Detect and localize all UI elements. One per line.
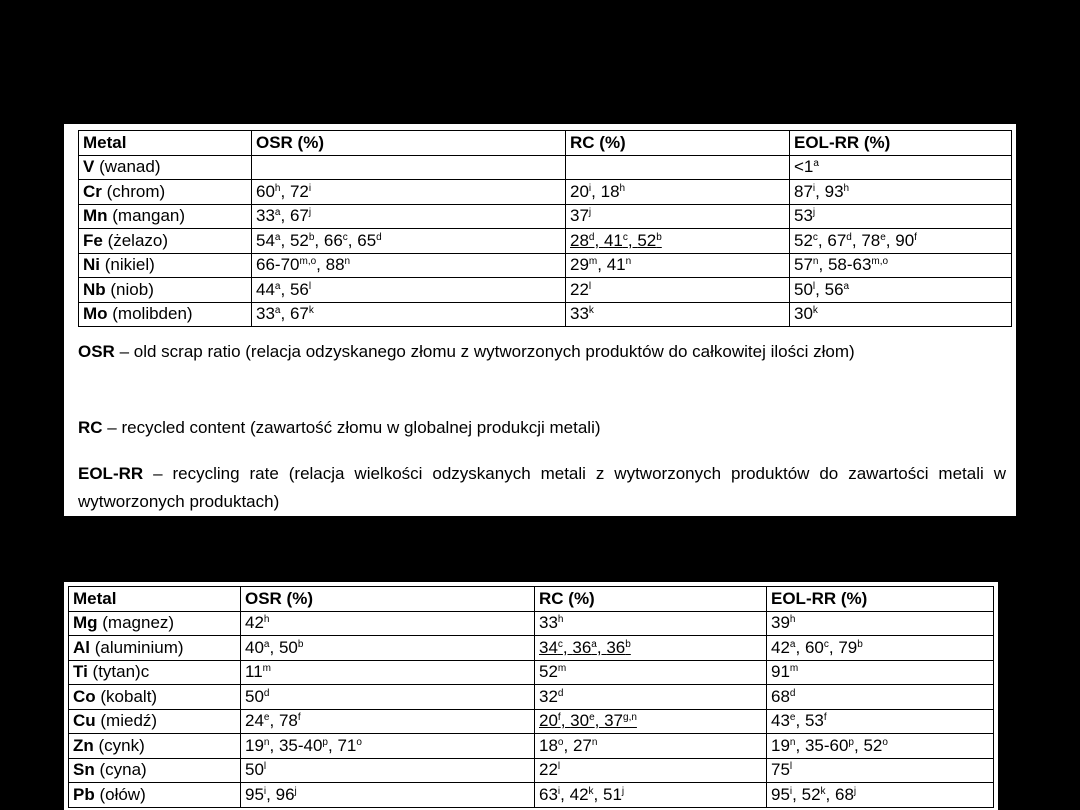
cell-value: 65 [357,230,377,250]
reference-superscript: p [848,736,854,748]
cell-value: 67 [289,206,309,226]
reference-superscript: h [619,182,626,194]
cell-value: 60 [804,637,824,657]
table-row [69,783,994,808]
metal-symbol: Sn [73,760,95,780]
cell-value: 88 [325,255,345,275]
cell-rc [535,660,767,685]
reference-superscript: e [789,712,796,724]
legend-eol-rr [78,460,1006,516]
cell-osr: 33$^a$, 67$^j$ [252,204,566,229]
cell-value: 11 [245,662,263,682]
cell-rc: 20$^i$, 18$^h$ [566,180,790,205]
cell-value: 50 [245,760,264,780]
table-row [79,204,1012,229]
header-osr: OSR (%) [252,131,566,156]
cell-value: 37 [570,206,589,226]
table-row [79,180,1012,205]
reference-superscript: l [789,761,793,773]
reference-superscript: o [882,736,888,748]
reference-superscript: h [789,614,796,626]
cell-value: 44 [256,279,275,299]
reference-superscript: m [588,256,598,268]
reference-superscript: h [274,182,281,194]
cell-value: 32 [539,686,558,706]
cell-value: 33 [256,304,275,324]
upper-table-panel [64,124,1016,516]
cell-eol-rr [790,155,1012,180]
reference-superscript: j [308,207,312,219]
cell-eol-rr [790,204,1012,229]
reference-superscript: k [820,785,826,797]
legend-osr [78,338,1006,366]
cell-value: 28 [570,230,589,250]
cell-value: 43 [771,711,790,731]
cell-value: 58-63 [827,255,872,275]
legend-term: EOL-RR [78,464,144,483]
reference-superscript: b [625,638,631,650]
cell-rc [566,204,790,229]
reference-superscript: j [621,785,625,797]
cell-value: 52 [539,662,558,682]
cell-metal [69,783,241,808]
reference-superscript: j [812,207,816,219]
reference-superscript: k [812,305,818,317]
cell-value: 63 [539,784,558,804]
cell-value: 35-60 [804,735,849,755]
reference-superscript: a [789,638,796,650]
cell-eol-rr: 52$^c$, 67$^d$, 78e, 90$^f$ [790,229,1012,254]
metal-symbol: Al [73,637,90,657]
reference-superscript: c [557,638,563,650]
cell-value: 20 [539,711,558,731]
table-row [69,636,994,661]
cell-value: 36 [572,637,592,657]
cell-rc [535,709,767,734]
reference-superscript: d [263,687,270,699]
reference-superscript: l [557,761,561,773]
legend-dash: – [102,418,122,437]
cell-osr: 40$^a$, 50$^b$ [241,636,535,661]
legend-text: recycling rate (relacja wielkości odzyskanych metali z wytworzonych produktów do zawartości metali w wytworzonych produktach) [78,464,1006,511]
metal-name: (mangan) [107,206,186,226]
cell-osr: 60$^h$, 72$^i$ [252,180,566,205]
cell-value: 20 [570,181,589,201]
cell-value: 18 [539,735,558,755]
legend-text: old scrap ratio (relacja odzyskanego złomu z wytworzonych produktów do całkowitej ilości złom) [133,342,855,361]
metal-symbol: Zn [73,735,94,755]
metal-symbol: Pb [73,784,95,804]
reference-superscript: d [789,687,796,699]
table-header-row [69,587,994,612]
cell-eol-rr: 19$^n$, 35-60$^p$, 52$^o$ [767,734,994,759]
reference-superscript: l [588,280,592,292]
reference-superscript: e [589,712,595,724]
legend-dash: – [114,342,134,361]
cell-value: 66 [323,230,343,250]
cell-eol-rr [767,685,994,710]
reference-superscript: m,o [871,256,889,268]
table-row [79,278,1012,303]
cell-osr [241,685,535,710]
cell-value: 19 [771,735,790,755]
cell-eol-rr [767,611,994,636]
reference-superscript: n [625,256,632,268]
cell-value: 41 [606,255,626,275]
table-row [69,709,994,734]
table-body [69,611,994,807]
reference-superscript: j [294,785,297,797]
reference-superscript: h [843,182,850,194]
cell-metal [69,685,241,710]
underlined-values: 34$^c$, 36$^a$, 36$^b$ [539,637,631,657]
cell-rc [535,758,767,783]
cell-rc [566,155,790,180]
cell-value: 42 [245,613,264,633]
reference-superscript: c [812,231,818,243]
metal-name: (wanad) [94,157,161,177]
cell-value: <1 [794,157,814,177]
cell-metal [69,611,241,636]
header-rc: RC (%) [566,131,790,156]
metal-symbol: Fe [83,230,103,250]
reference-superscript: d [376,231,382,243]
cell-rc [535,685,767,710]
metal-name: (chrom) [101,181,166,201]
reference-superscript: i [789,785,793,797]
header-metal: Metal [79,131,252,156]
reference-superscript: a [591,638,597,650]
reference-superscript: c [342,231,348,243]
cell-value: 33 [256,206,275,226]
cell-value: 40 [245,637,264,657]
cell-eol-rr: 57$^n$, 58-63$^{m,o}$ [790,253,1012,278]
reference-superscript: j [853,785,857,797]
table-row [69,734,994,759]
legend-text: recycled content (zawartość złomu w globalnej produkcji metali) [121,418,601,437]
metal-name: (cynk) [93,735,145,755]
cell-eol-rr: 95$^i$, 52$^k$, 68$^j$ [767,783,994,808]
cell-value: 35-40 [278,735,323,755]
header-rc: RC (%) [535,587,767,612]
reference-superscript: a [274,280,281,292]
cell-value: 42 [771,637,790,657]
metal-symbol: Ni [83,255,100,275]
reference-superscript: i [263,785,267,797]
metal-name: (tytan)c [87,662,150,682]
reference-superscript: h [263,614,270,626]
cell-value: 27 [572,735,592,755]
reference-superscript: b [308,231,315,243]
header-eol-rr: EOL-RR (%) [790,131,1012,156]
cell-metal [69,734,241,759]
reference-superscript: b [297,638,304,650]
header-osr: OSR (%) [241,587,535,612]
legend-term: OSR [78,342,115,361]
reference-superscript: d [588,231,595,243]
reference-superscript: a [843,280,850,292]
cell-value: 54 [256,230,275,250]
cell-value: 36 [606,637,626,657]
table-body [79,155,1012,327]
cell-value: 22 [539,760,558,780]
cell-rc: 18$^o$, 27$^n$ [535,734,767,759]
cell-value: 75 [771,760,790,780]
reference-superscript: k [588,785,594,797]
cell-metal [79,253,252,278]
reference-superscript: g,n [623,712,637,724]
metal-name: (nikiel) [100,255,155,275]
cell-value: 51 [602,784,622,804]
cell-metal [79,278,252,303]
cell-osr: 66-70$^{m,o}$, 88$^n$ [252,253,566,278]
cell-value: 66-70 [256,255,300,275]
cell-eol-rr: 42$^a$, 60$^c$, 79$^b$ [767,636,994,661]
reference-superscript: b [656,231,662,243]
cell-value: 30 [570,711,590,731]
cell-osr: 24e, 78$^f$ [241,709,535,734]
cell-value: 52 [794,230,813,250]
cell-value: 30 [794,304,813,324]
metal-symbol: Co [73,686,96,706]
cell-metal [69,636,241,661]
cell-rc [535,636,767,661]
header-metal: Metal [69,587,241,612]
cell-value: 96 [275,784,295,804]
reference-superscript: m [262,663,271,675]
cell-value: 71 [337,735,357,755]
reference-superscript: n [789,736,796,748]
metal-name: (aluminium) [90,637,184,657]
cell-rc [566,302,790,327]
cell-eol-rr: 43e, 53$^f$ [767,709,994,734]
metal-symbol: V [83,157,95,177]
reference-superscript: m,o [299,256,317,268]
reference-superscript: b [857,638,863,650]
reference-superscript: n [344,256,351,268]
reference-superscript: k [588,305,594,317]
cell-metal [69,660,241,685]
metal-symbol: Cu [73,711,96,731]
legend-term: RC [78,418,103,437]
reference-superscript: d [557,687,564,699]
table-row [69,685,994,710]
cell-value: 42 [569,784,589,804]
reference-superscript: e [263,712,270,724]
cell-value: 56 [289,279,309,299]
reference-superscript: i [812,182,816,194]
metal-symbol: Nb [83,279,106,299]
reference-superscript: f [914,231,917,243]
reference-superscript: i [557,785,561,797]
metal-name: (miedź) [95,711,158,731]
legend-rc [78,414,1006,442]
reference-superscript: o [557,736,564,748]
cell-osr: 95$^i$, 96$^j$ [241,783,535,808]
metal-symbol: Ti [73,662,88,682]
cell-value: 50 [278,637,298,657]
cell-value: 91 [771,662,790,682]
cell-eol-rr [790,302,1012,327]
cell-eol-rr: 50$^l$, 56$^a$ [790,278,1012,303]
cell-value: 50 [245,686,264,706]
cell-value: 56 [824,279,844,299]
cell-value: 60 [256,181,275,201]
header-eol-rr: EOL-RR (%) [767,587,994,612]
cell-value: 53 [794,206,813,226]
cell-metal [79,302,252,327]
metal-symbol: Mo [83,304,108,324]
reference-superscript: l [308,280,312,292]
cell-osr: 44$^a$, 56$^l$ [252,278,566,303]
metal-symbol: Cr [83,181,102,201]
reference-superscript: f [297,712,301,724]
reference-superscript: j [588,207,592,219]
cell-value: 19 [245,735,264,755]
table-row [79,253,1012,278]
reference-superscript: l [812,280,816,292]
cell-value: 37 [604,711,624,731]
reference-superscript: a [274,207,281,219]
cell-value: 79 [838,637,858,657]
cell-value: 52 [637,230,657,250]
cell-metal [79,180,252,205]
cell-osr: 54$^a$, 52$^b$, 66$^c$, 65$^d$ [252,229,566,254]
metal-name: (żelazo) [102,230,169,250]
cell-rc: 29$^m$, 41$^n$ [566,253,790,278]
cell-value: 41 [603,230,623,250]
cell-value: 53 [804,711,824,731]
cell-value: 68 [834,784,854,804]
reference-superscript: m [557,663,567,675]
metal-name: (niob) [105,279,154,299]
table-row [69,758,994,783]
cell-metal [79,204,252,229]
cell-osr [241,660,535,685]
cell-metal [79,229,252,254]
cell-metal [69,758,241,783]
cell-value: 33 [539,613,558,633]
cell-metal [79,155,252,180]
cell-osr [241,611,535,636]
reference-superscript: i [588,182,592,194]
cell-value: 67 [827,230,847,250]
underlined-values: 28$^d$, 41$^c$, 52$^b$ [570,230,662,250]
reference-superscript: f [557,712,561,724]
reference-superscript: o [356,736,362,748]
reference-superscript: l [263,761,267,773]
legend-dash: – [143,464,173,483]
cell-value: 57 [794,255,813,275]
reference-superscript: n [591,736,598,748]
cell-value: 67 [289,304,309,324]
cell-value: 22 [570,279,589,299]
cell-value: 39 [771,613,790,633]
reference-superscript: e [880,231,886,243]
cell-value: 90 [895,230,915,250]
cell-osr: 19$^n$, 35-40$^p$, 71$^o$ [241,734,535,759]
cell-value: 18 [600,181,620,201]
cell-value: 52 [801,784,821,804]
cell-rc: 63$^i$, 42$^k$, 51$^j$ [535,783,767,808]
metal-name: (magnez) [97,613,175,633]
table-row [79,155,1012,180]
cell-metal [69,709,241,734]
reference-superscript: a [813,158,819,170]
metal-name: (cyna) [94,760,147,780]
reference-superscript: a [263,638,270,650]
cell-eol-rr: 87$^i$, 93$^h$ [790,180,1012,205]
lower-table-panel [64,582,998,810]
reference-superscript: i [308,182,312,194]
table-row [79,302,1012,327]
reference-superscript: k [308,305,314,317]
metal-symbol: Mg [73,613,98,633]
table-header-row [79,131,1012,156]
cell-value: 78 [861,230,881,250]
cell-osr: 33$^a$, 67$^k$ [252,302,566,327]
reference-superscript: c [823,638,829,650]
cell-value: 33 [570,304,589,324]
cell-value: 29 [570,255,589,275]
reference-superscript: a [274,305,281,317]
metal-name: (ołów) [94,784,146,804]
metal-name: (kobalt) [95,686,158,706]
cell-rc [535,611,767,636]
reference-superscript: a [274,231,281,243]
reference-superscript: h [557,614,564,626]
cell-eol-rr [767,660,994,685]
cell-rc [566,229,790,254]
cell-value: 50 [794,279,813,299]
cell-value: 52 [863,735,883,755]
cell-eol-rr [767,758,994,783]
metal-name: (molibden) [107,304,193,324]
cell-rc [566,278,790,303]
cell-value: 72 [289,181,309,201]
underlined-values: 20$^f$, 30e, 37$^{g,n}$ [539,711,637,731]
cell-value: 95 [771,784,790,804]
cell-value: 68 [771,686,790,706]
table-row [69,611,994,636]
cell-value: 24 [245,711,264,731]
table-row [79,229,1012,254]
reference-superscript: p [322,736,328,748]
cell-value: 52 [289,230,309,250]
reference-superscript: n [263,736,270,748]
reference-superscript: m [789,663,799,675]
metal-symbol: Mn [83,206,108,226]
cell-value: 78 [278,711,298,731]
cell-osr [241,758,535,783]
table-row [69,660,994,685]
metal-recycling-table-1 [78,130,1012,327]
cell-value: 34 [539,637,558,657]
cell-osr [252,155,566,180]
reference-superscript: n [812,256,819,268]
cell-value: 87 [794,181,813,201]
metal-recycling-table-2 [68,586,994,808]
cell-value: 93 [824,181,844,201]
cell-value: 95 [245,784,264,804]
reference-superscript: f [823,712,827,724]
reference-superscript: c [622,231,628,243]
reference-superscript: d [846,231,852,243]
